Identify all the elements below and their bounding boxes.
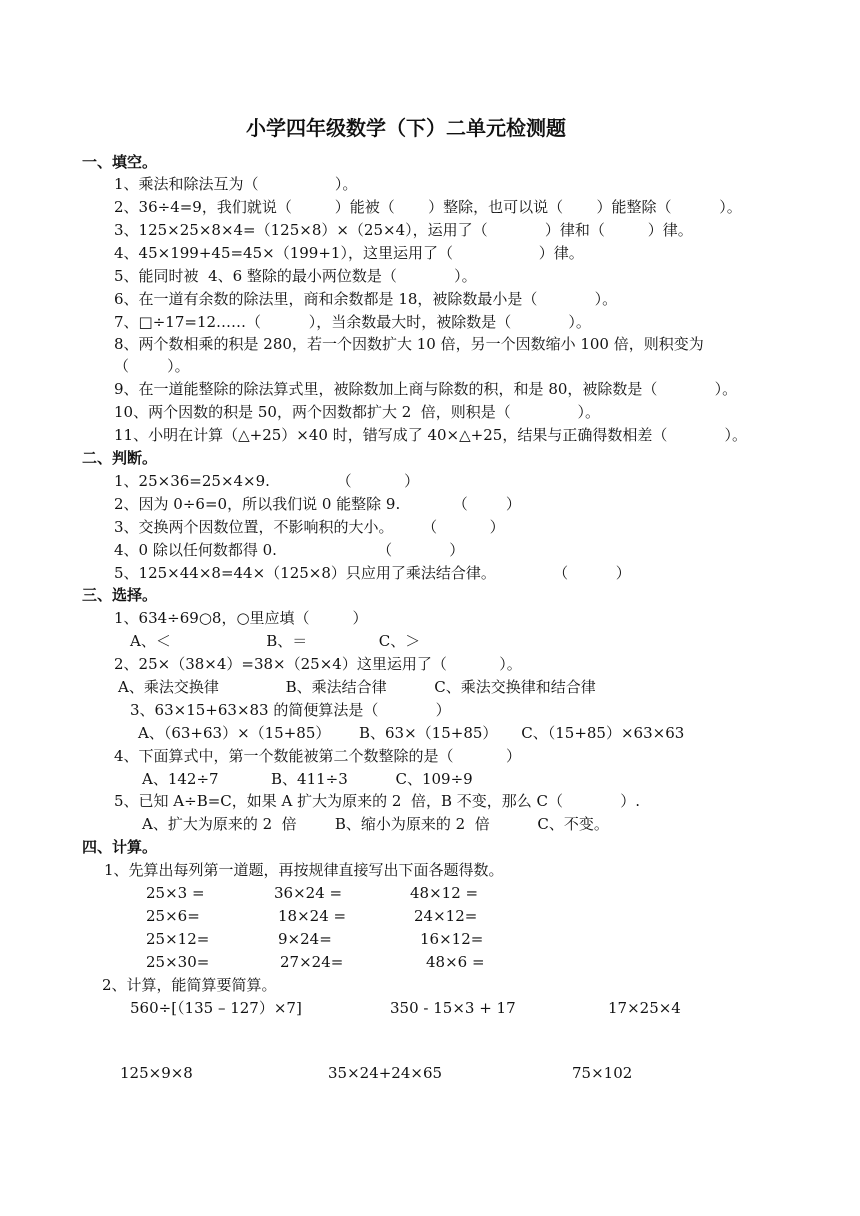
fill-item: 8、两个数相乘的积是 280，若一个因数扩大 10 倍，另一个因数缩小 100 倍，则积变为 <box>114 335 704 353</box>
choice-question: 2、25×（38×4）=38×（25×4）这里运用了（ ）。 <box>114 655 522 673</box>
fill-item: 4、45×199+45=45×（199+1），这里运用了（ ）律。 <box>114 244 584 262</box>
calc-grid-cell: 36×24 = <box>274 884 343 902</box>
calc-expression: 350 - 15×3 + 17 <box>390 999 516 1017</box>
calc-expression: 125×9×8 <box>120 1064 193 1082</box>
calc-grid-cell: 25×6= <box>146 907 200 925</box>
fill-item: 6、在一道有余数的除法里，商和余数都是 18，被除数最小是（ ）。 <box>114 290 618 308</box>
choice-options: A、142÷7 B、411÷3 C、109÷9 <box>142 770 473 788</box>
choice-question: 5、已知 A÷B=C，如果 A 扩大为原来的 2 倍，B 不变，那么 C（ ）. <box>114 792 641 810</box>
judge-item: 4、0 除以任何数都得 0. （ ） <box>114 541 465 559</box>
fill-item: 2、36÷4=9，我们就说（ ）能被（ ）整除，也可以说（ ）能整除（ ）。 <box>114 198 742 216</box>
choice-options: A、（63+63）×（15+85） B、63×（15+85） C、（15+85）×63×63 <box>138 724 685 742</box>
calc-grid-cell: 18×24 = <box>278 907 347 925</box>
page-title: 小学四年级数学（下）二单元检测题 <box>246 116 566 140</box>
choice-question: 1、634÷69○8，○里应填（ ） <box>114 609 368 627</box>
judge-item: 2、因为 0÷6=0，所以我们说 0 能整除 9. （ ） <box>114 495 521 513</box>
calc-expression: 560÷[（135 – 127）×7] <box>130 999 302 1017</box>
fill-item: 7、□÷17=12……（ ），当余数最大时，被除数是（ ）。 <box>114 313 591 331</box>
calc-question-2: 2、计算，能简算要简算。 <box>102 976 277 994</box>
calc-expression: 75×102 <box>572 1064 633 1082</box>
section-calc-heading: 四、计算。 <box>82 838 158 856</box>
calc-grid-cell: 9×24= <box>278 930 332 948</box>
judge-item: 1、25×36=25×4×9. （ ） <box>114 472 420 490</box>
calc-question-1: 1、先算出每列第一道题，再按规律直接写出下面各题得数。 <box>104 861 504 879</box>
calc-expression: 35×24+24×65 <box>328 1064 443 1082</box>
choice-question: 3、63×15+63×83 的简便算法是（ ） <box>130 701 451 719</box>
fill-item: （ ）。 <box>114 357 190 375</box>
fill-item: 10、两个因数的积是 50，两个因数都扩大 2 倍，则积是（ ）。 <box>114 403 601 421</box>
calc-grid-cell: 25×30= <box>146 953 210 971</box>
choice-options: A、＜ B、＝ C、＞ <box>130 632 421 650</box>
calc-grid-cell: 48×6 = <box>426 953 485 971</box>
fill-item: 3、125×25×8×4=（125×8）×（25×4），运用了（ ）律和（ ）律。 <box>114 221 693 239</box>
section-judge-heading: 二、判断。 <box>82 449 158 467</box>
judge-item: 3、交换两个因数位置，不影响积的大小。 （ ） <box>114 518 505 536</box>
section-choice-heading: 三、选择。 <box>82 586 158 604</box>
calc-grid-cell: 24×12= <box>414 907 478 925</box>
calc-grid-cell: 16×12= <box>420 930 484 948</box>
fill-item: 1、乘法和除法互为（ ）。 <box>114 175 358 193</box>
calc-grid-cell: 27×24= <box>280 953 344 971</box>
choice-question: 4、下面算式中，第一个数能被第二个数整除的是（ ） <box>114 747 521 765</box>
calc-grid-cell: 25×12= <box>146 930 210 948</box>
calc-grid-cell: 48×12 = <box>410 884 479 902</box>
section-fill-heading: 一、填空。 <box>82 153 158 171</box>
fill-item: 11、小明在计算（△+25）×40 时，错写成了 40×△+25，结果与正确得数相差（ ）。 <box>114 426 748 444</box>
fill-item: 5、能同时被 4、6 整除的最小两位数是（ ）。 <box>114 267 477 285</box>
choice-options: A、乘法交换律 B、乘法结合律 C、乘法交换律和结合律 <box>118 678 596 696</box>
judge-item: 5、125×44×8=44×（125×8）只应用了乘法结合律。 （ ） <box>114 564 631 582</box>
fill-item: 9、在一道能整除的除法算式里，被除数加上商与除数的积，和是 80，被除数是（ ）。 <box>114 380 738 398</box>
calc-grid-cell: 25×3 = <box>146 884 205 902</box>
calc-expression: 17×25×4 <box>608 999 681 1017</box>
choice-options: A、扩大为原来的 2 倍 B、缩小为原来的 2 倍 C、不变。 <box>142 815 609 833</box>
